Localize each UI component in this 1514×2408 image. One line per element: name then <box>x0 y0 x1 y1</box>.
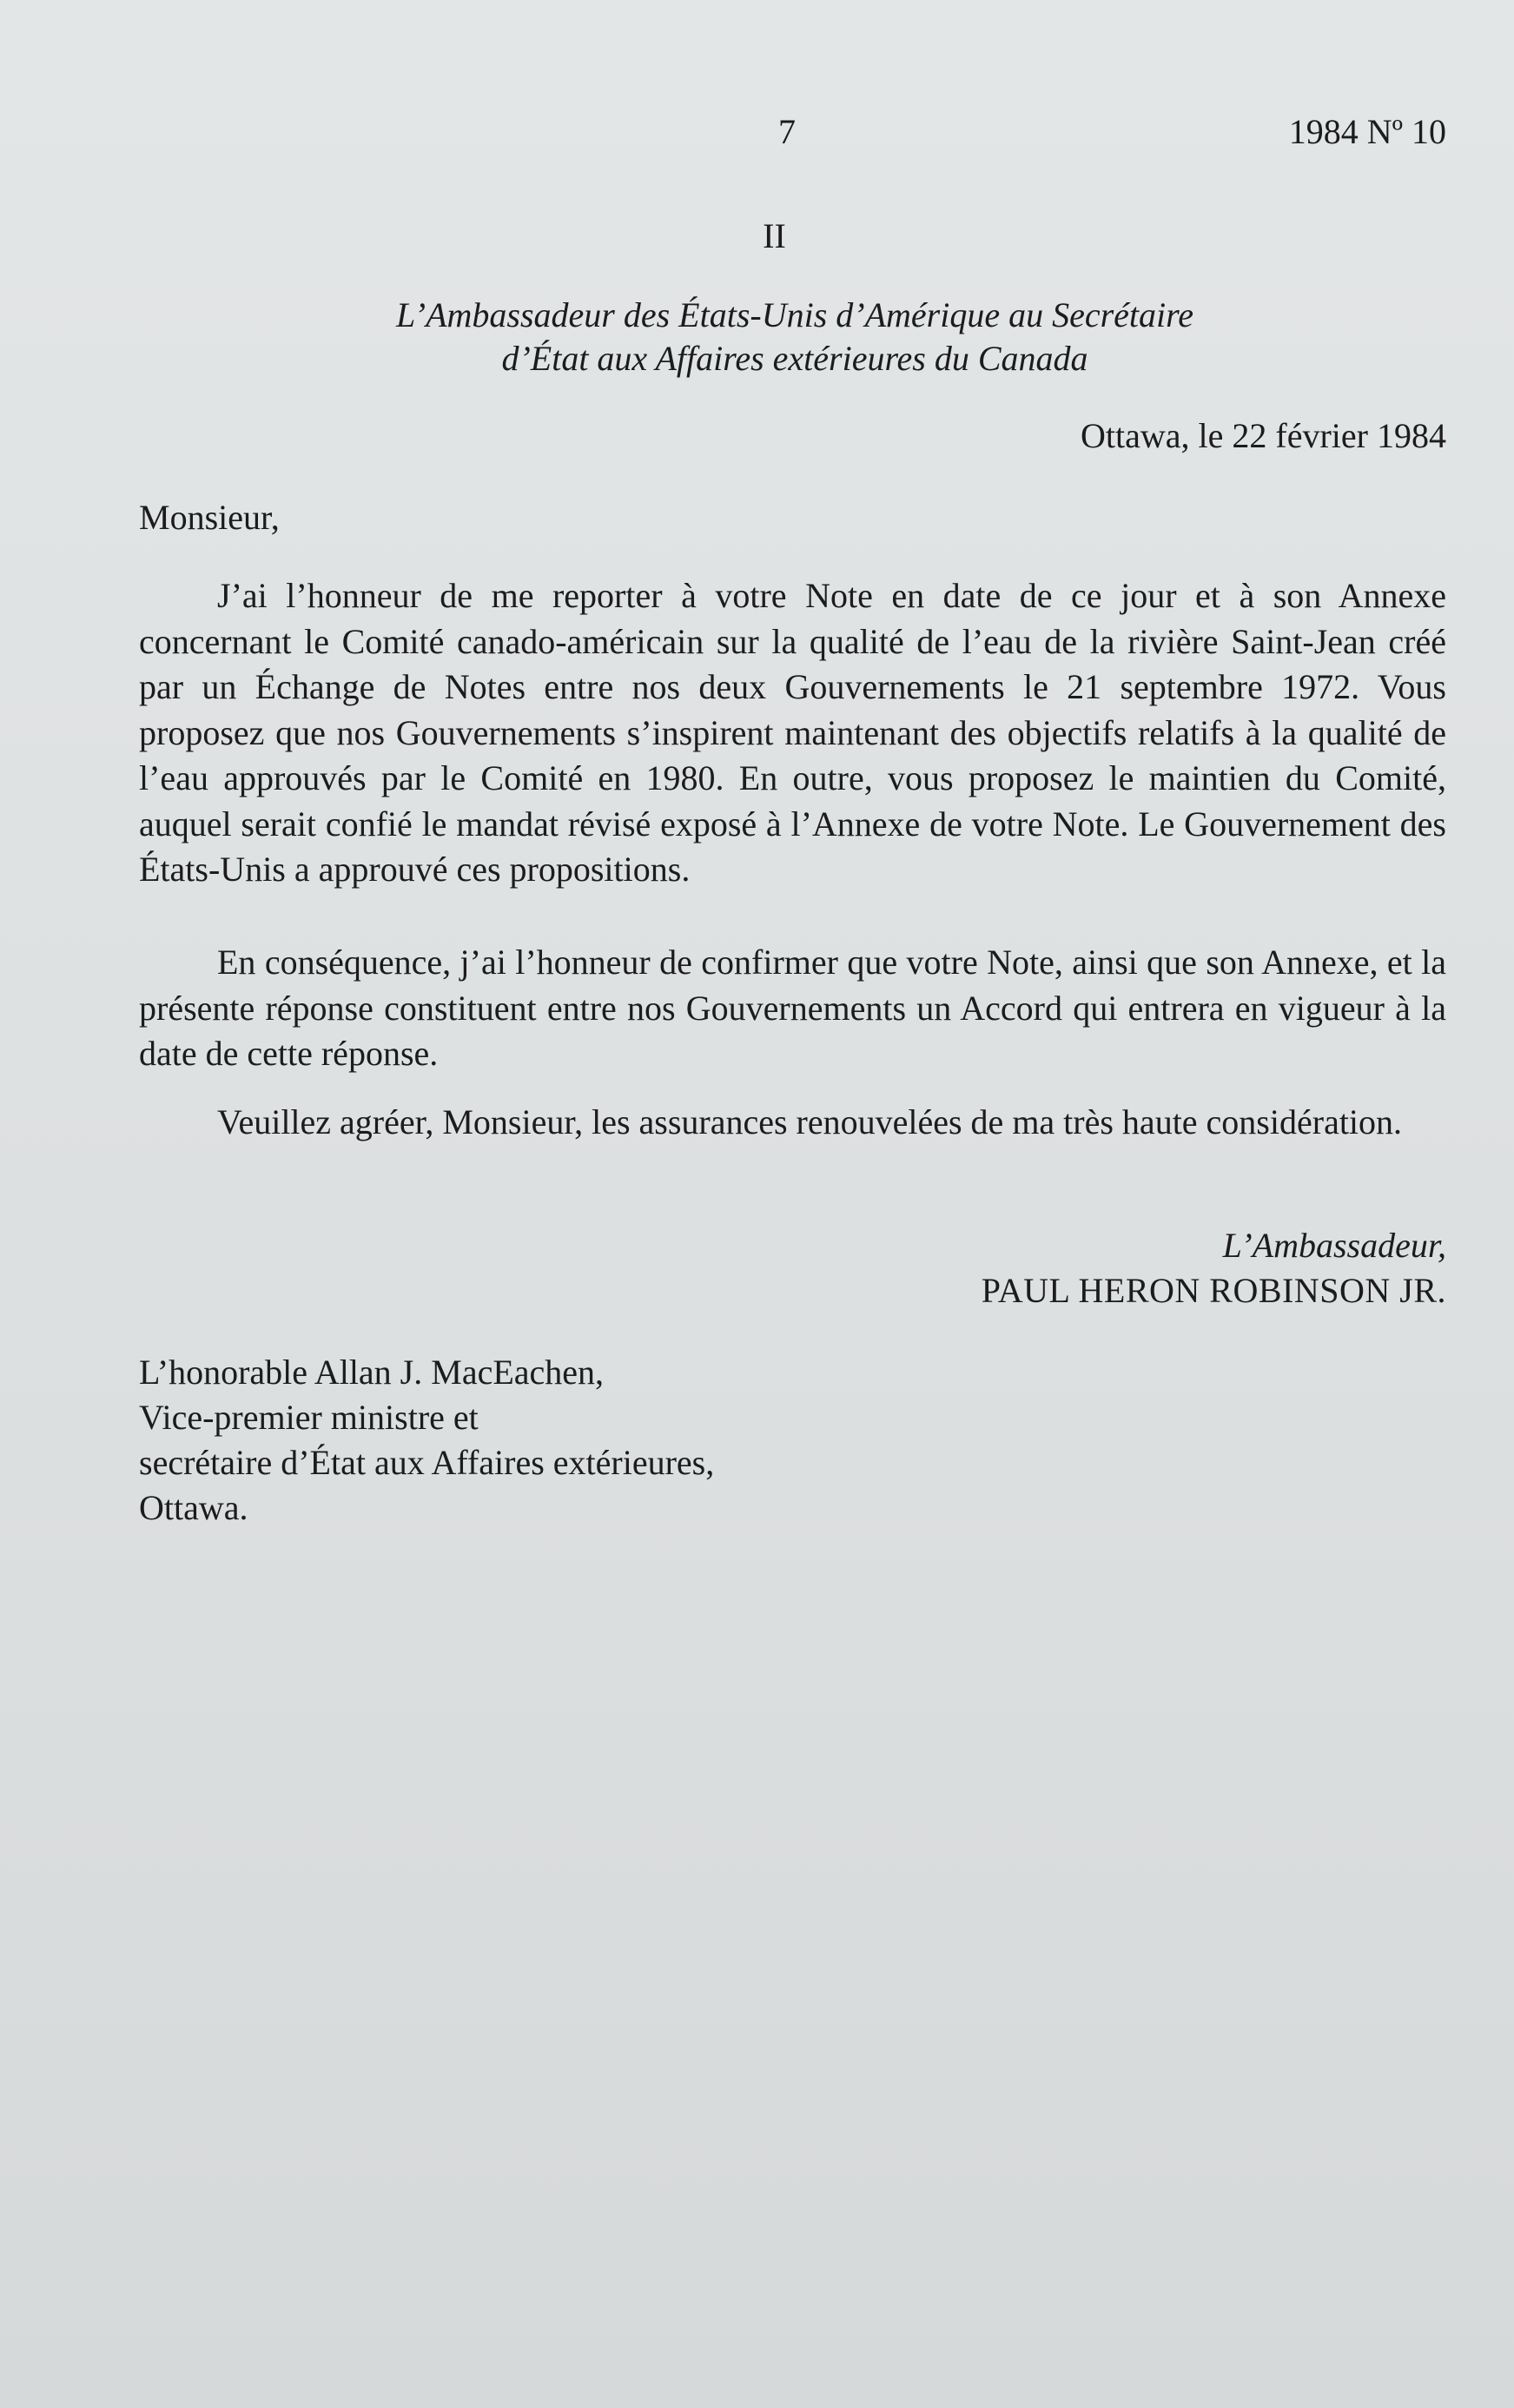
page-number: 7 <box>778 112 796 151</box>
salutation: Monsieur, <box>139 498 280 537</box>
signature-title: L’Ambassadeur, <box>1222 1226 1446 1265</box>
body-paragraph-1: J’ai l’honneur de me reporter à votre Note en date de ce jour et à son Annexe concernant le Comité canado-américain sur la qualité de l’eau de la rivière Saint-Jean créé par un Échange de Notes entre nos deux Gouvernements le 21 septembre 1972. Vous proposez que nos Gouvernements s’inspirent maintenant des objectifs relatifs à la qualité de l’eau approuvés par le Comité en 1980. En outre, vous proposez le maintien du Comité, auquel serait confié le mandat révisé exposé à l’Annexe de votre Note. Le Gouvernement des États-Unis a approuvé ces propositions. <box>139 576 1446 889</box>
signature-block <box>982 1223 1446 1313</box>
letter-heading-line-1: L’Ambassadeur des États-Unis d’Amérique au Secrétaire <box>395 295 1193 334</box>
addressee-line-2: Vice-premier ministre et <box>139 1398 479 1437</box>
addressee-block <box>139 1350 714 1531</box>
signature-name: PAUL HERON ROBINSON JR. <box>981 1271 1446 1310</box>
dateline: Ottawa, le 22 février 1984 <box>1081 416 1446 455</box>
body-paragraph-3: Veuillez agréer, Monsieur, les assurances renouvelées de ma très haute considération. <box>217 1102 1403 1141</box>
letter-heading <box>139 294 1451 380</box>
issue-reference: 1984 Nº 10 <box>1288 112 1446 151</box>
letter-heading-line-2: d’État aux Affaires extérieures du Canada <box>501 339 1088 378</box>
addressee-line-4: Ottawa. <box>139 1488 248 1527</box>
section-number: II <box>763 216 786 255</box>
addressee-line-1: L’honorable Allan J. MacEachen, <box>139 1353 605 1392</box>
addressee-line-3: secrétaire d’État aux Affaires extérieures, <box>139 1443 715 1482</box>
body-paragraph-2: En conséquence, j’ai l’honneur de confirmer que votre Note, ainsi que son Annexe, et la présente réponse constituent entre nos Gouvernements un Accord qui entrera en vigueur à la date de cette réponse. <box>139 943 1446 1073</box>
